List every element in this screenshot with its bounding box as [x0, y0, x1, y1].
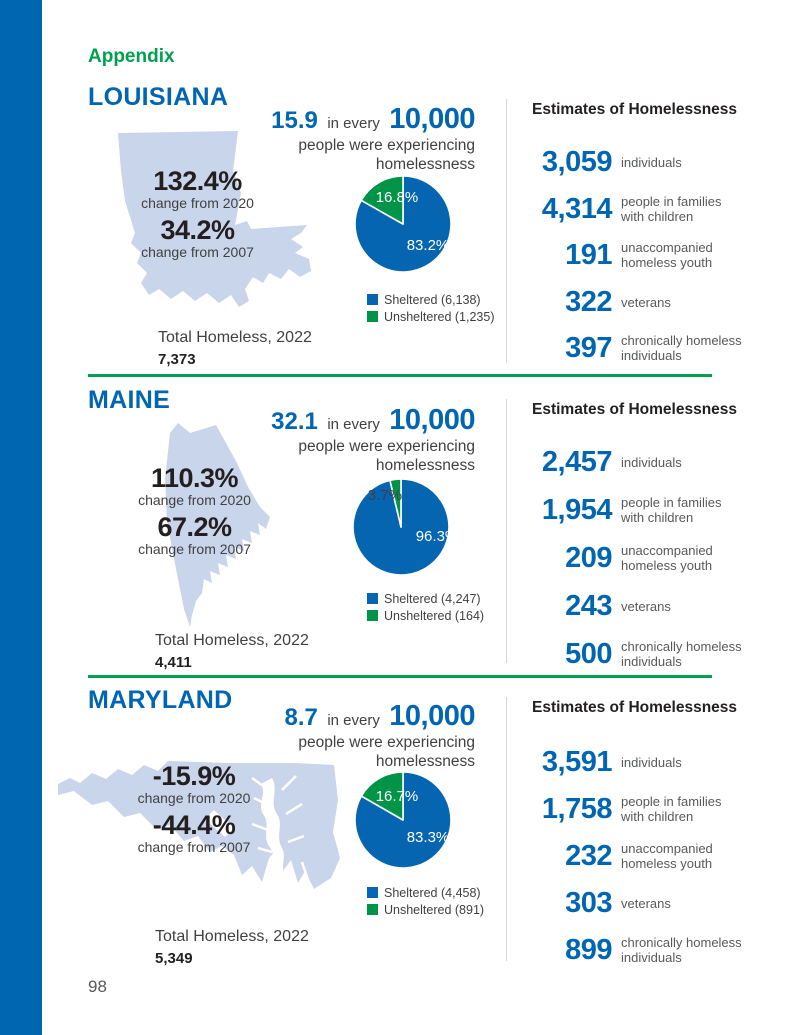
- estimate-row: [520, 145, 788, 179]
- total-homeless-label: Total Homeless, 2022: [155, 928, 309, 945]
- change-2020-value: -15.9%: [152, 761, 236, 791]
- section-divider: [88, 374, 712, 377]
- legend-sheltered-label: Sheltered (4,458): [384, 886, 481, 900]
- left-accent-bar: [0, 0, 42, 1035]
- rate-headline: [225, 404, 475, 475]
- legend-unsheltered-label: Unsheltered (1,235): [384, 310, 495, 324]
- estimate-value: 303: [565, 887, 612, 919]
- legend-unsheltered-label: Unsheltered (164): [384, 609, 485, 623]
- estimate-value: 322: [565, 286, 612, 318]
- estimate-row: [520, 637, 788, 671]
- estimates-heading: Estimates of Homelessness: [532, 401, 738, 418]
- estimate-row: [520, 493, 788, 527]
- estimate-label: people in families with children: [621, 194, 722, 224]
- total-homeless: [155, 928, 309, 967]
- total-homeless-label: Total Homeless, 2022: [158, 329, 312, 346]
- estimate-label: veterans: [621, 895, 671, 911]
- estimate-row: [520, 792, 788, 826]
- state-title-maryland: MARYLAND: [88, 686, 233, 714]
- legend-sheltered-label: Sheltered (6,138): [384, 293, 481, 307]
- page-number: 98: [88, 977, 107, 996]
- estimate-row: [520, 839, 788, 873]
- estimate-value: 899: [565, 934, 612, 966]
- change-2020-value: 132.4%: [153, 166, 242, 196]
- pie-sheltered-pct: 83.3%: [406, 829, 450, 846]
- total-homeless: [158, 329, 312, 368]
- state-title-louisiana: LOUISIANA: [88, 83, 229, 111]
- legend-unsheltered-label: Unsheltered (891): [384, 903, 485, 917]
- louisiana-pie-chart: [351, 172, 455, 276]
- rate-per-10000: 10,000: [389, 700, 475, 732]
- estimate-value: 4,314: [541, 193, 612, 225]
- change-2007-value: -44.4%: [152, 810, 236, 840]
- estimates-divider: [506, 697, 507, 961]
- rate-value: 32.1: [271, 408, 318, 435]
- estimate-row: [520, 886, 788, 920]
- legend-unsheltered: [367, 310, 494, 324]
- pie-unsheltered-pct: 16.7%: [375, 788, 419, 805]
- estimate-row: [520, 192, 788, 226]
- estimate-row: [520, 445, 788, 479]
- estimate-label: chronically homeless individuals: [621, 935, 742, 965]
- pie-sheltered-pct: 83.2%: [406, 237, 450, 254]
- estimate-row: [520, 745, 788, 779]
- legend-sheltered-label: Sheltered (4,247): [384, 592, 481, 606]
- state-title-maine: MAINE: [88, 386, 171, 414]
- change-stats: [115, 167, 280, 260]
- estimate-label: chronically homeless individuals: [621, 333, 742, 363]
- change-2020-value: 110.3%: [150, 463, 239, 493]
- rate-value: 8.7: [284, 704, 318, 731]
- pie-legend: [367, 293, 494, 327]
- estimate-value: 3,059: [541, 146, 612, 178]
- change-2007-label: change from 2007: [138, 541, 251, 557]
- change-2007-label: change from 2007: [137, 839, 251, 855]
- total-homeless-value: 4,411: [155, 654, 192, 671]
- estimate-label: individuals: [621, 754, 682, 770]
- estimate-value: 1,758: [541, 793, 612, 825]
- estimates-heading: Estimates of Homelessness: [532, 101, 738, 118]
- pie-sheltered-pct: 96.3%: [415, 528, 459, 545]
- rate-line3: homelessness: [375, 457, 475, 474]
- total-homeless-value: 7,373: [158, 351, 196, 368]
- change-stats: [110, 762, 278, 855]
- estimate-label: individuals: [621, 154, 682, 170]
- estimates-divider: [506, 399, 507, 663]
- change-2007-value: 67.2%: [157, 512, 232, 542]
- estimate-value: 500: [565, 638, 612, 670]
- estimates-heading: Estimates of Homelessness: [532, 699, 738, 716]
- change-2007-value: 34.2%: [160, 215, 235, 245]
- estimate-row: [520, 541, 788, 575]
- change-2007-label: change from 2007: [141, 244, 254, 260]
- change-2020-label: change from 2020: [138, 492, 251, 508]
- appendix-heading: Appendix: [88, 46, 175, 67]
- pie-legend: [367, 592, 484, 626]
- rate-line2: people were experiencing: [298, 438, 475, 455]
- rate-line3: homelessness: [375, 156, 475, 173]
- total-homeless-label: Total Homeless, 2022: [155, 632, 309, 649]
- estimate-row: [520, 331, 788, 365]
- estimate-label: veterans: [621, 294, 671, 310]
- change-stats: [112, 464, 277, 557]
- estimate-label: unaccompanied homeless youth: [621, 240, 713, 270]
- total-homeless: [155, 632, 309, 671]
- estimate-value: 3,591: [541, 746, 612, 778]
- rate-line2: people were experiencing: [298, 137, 475, 154]
- estimate-row: [520, 933, 788, 967]
- rate-per-10000: 10,000: [389, 404, 475, 436]
- sheltered-swatch: [367, 887, 378, 898]
- estimate-value: 2,457: [541, 446, 612, 478]
- legend-unsheltered: [367, 903, 484, 917]
- change-2020-label: change from 2020: [137, 790, 251, 806]
- rate-in-every: in every: [327, 712, 380, 729]
- estimate-value: 209: [565, 542, 612, 574]
- rate-in-every: in every: [327, 115, 380, 132]
- pie-unsheltered-pct: 16.8%: [375, 189, 419, 206]
- rate-line3: homelessness: [375, 753, 475, 770]
- estimate-label: individuals: [621, 454, 682, 470]
- estimate-value: 243: [565, 590, 612, 622]
- maryland-pie-chart: [351, 768, 455, 872]
- sheltered-swatch: [367, 294, 378, 305]
- rate-line2: people were experiencing: [298, 734, 475, 751]
- estimate-label: chronically homeless individuals: [621, 639, 742, 669]
- estimates-divider: [506, 99, 507, 363]
- rate-value: 15.9: [271, 107, 318, 134]
- estimate-row: [520, 238, 788, 272]
- rate-per-10000: 10,000: [389, 103, 475, 135]
- unsheltered-swatch: [367, 311, 378, 322]
- estimate-value: 1,954: [541, 494, 612, 526]
- estimate-label: veterans: [621, 598, 671, 614]
- estimate-label: people in families with children: [621, 794, 722, 824]
- legend-sheltered: [367, 592, 484, 606]
- estimate-label: unaccompanied homeless youth: [621, 543, 713, 573]
- rate-in-every: in every: [327, 416, 380, 433]
- rate-headline: [225, 103, 475, 174]
- total-homeless-value: 5,349: [155, 950, 193, 967]
- unsheltered-swatch: [367, 610, 378, 621]
- estimate-value: 397: [565, 332, 612, 364]
- change-2020-label: change from 2020: [141, 195, 254, 211]
- legend-sheltered: [367, 293, 494, 307]
- legend-sheltered: [367, 886, 484, 900]
- estimate-row: [520, 589, 788, 623]
- estimate-label: people in families with children: [621, 495, 722, 525]
- legend-unsheltered: [367, 609, 484, 623]
- estimate-value: 232: [565, 840, 612, 872]
- estimate-value: 191: [565, 239, 612, 271]
- unsheltered-swatch: [367, 904, 378, 915]
- estimate-label: unaccompanied homeless youth: [621, 841, 713, 871]
- estimate-row: [520, 285, 788, 319]
- rate-headline: [225, 700, 475, 771]
- sheltered-swatch: [367, 593, 378, 604]
- pie-legend: [367, 886, 484, 920]
- section-divider: [88, 675, 712, 678]
- pie-unsheltered-pct: 3.7%: [367, 487, 403, 504]
